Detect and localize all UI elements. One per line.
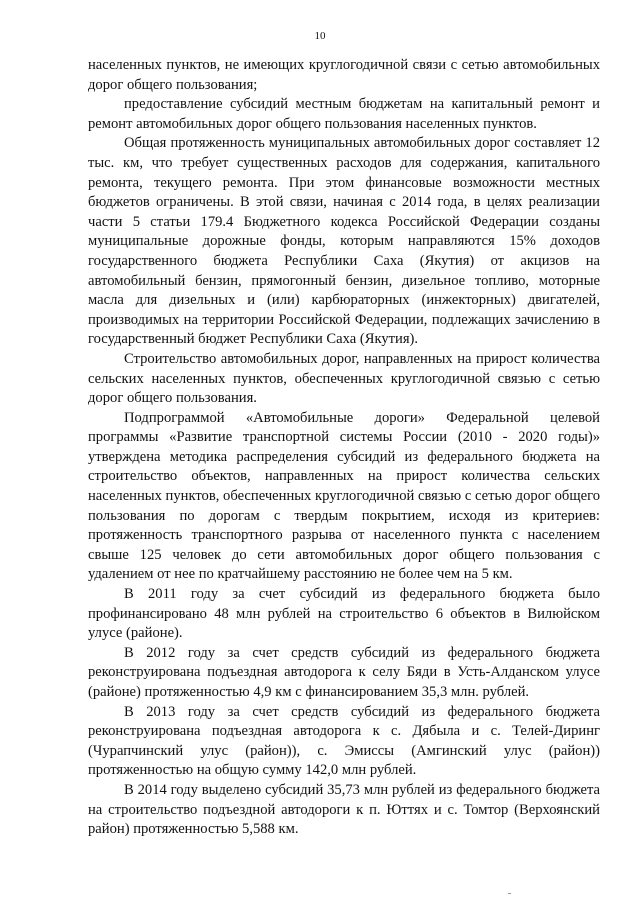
paragraph-municipal-roads: Общая протяженность муниципальных автомобильных дорог составляет 12 тыс. км, что требует существенных расходов для содержания, капитального ремонта, текущего ремонта. При этом финансовые возможности местных бюджетов ограничены. В этой связи, начиная с 2014 года, в целях реализации части 5 статьи 179.4 Бюджетного кодекса Российской Федерации созданы муниципальные дорожные фонды, которым направляются 15% доходов государственного бюджета Республики Саха (Якутия) от акцизов на автомобильный бензин, прямогонный бензин, дизельное топливо, моторные масла для дизельных и (или) карбюраторных (инжекторных) двигателей, производимых на территории Российской Федерации, подлежащих зачислению в государственный бюджет Республики Саха (Якутия). <box>88 135 600 348</box>
paragraph-subprogram: Подпрограммой «Автомобильные дороги» Федеральной целевой программы «Развитие транспортной системы России (2010 - 2020 годы)» утверждена методика распределения субсидий из федерального бюджета на строительство объектов, направленных на прирост количества сельских населенных пунктов, обеспеченных круглогодичной связью с сетью дорог общего пользования по дорогам с твердым покрытием, исходя из критериев: протяженность транспортного разрыва от населенного пункта с населением свыше 125 человек до сети автомобильных дорог общего пользования с удалением от нее по кратчайшему расстоянию не более чем на 5 км. <box>88 409 600 583</box>
paragraph-2014: В 2014 году выделено субсидий 35,73 млн рублей из федерального бюджета на строительство подъездной автодороги к п. Юттях и с. Томтор (Верхоянский район) протяженностью 5,588 км. <box>88 781 600 838</box>
scan-mark <box>508 893 511 894</box>
paragraph-2012: В 2012 году за счет средств субсидий из федерального бюджета реконструирована подъездная автодорога к селу Бяди в Усть-Алданском улусе (районе) протяженностью 4,9 км с финансированием 35,3 млн. рублей. <box>88 644 600 700</box>
paragraph-2011: В 2011 году за счет субсидий из федерального бюджета было профинансировано 48 млн рублей на строительство 6 объектов в Вилюйском улусе (районе). <box>88 586 600 642</box>
paragraph-2013: В 2013 году за счет средств субсидий из федерального бюджета реконструирована подъездная автодорога к с. Дябыла и с. Телей-Диринг (Чурапчинский улус (район)), с. Эмиссы (Амгинский улус (район)) протяженностью на общую сумму 142,0 млн рублей. <box>88 703 600 779</box>
paragraph-construction: Строительство автомобильных дорог, направленных на прирост количества сельских населенных пунктов, обеспеченных круглогодичной связью с сетью дорог общего пользования. <box>88 350 600 407</box>
paragraph-continuation: населенных пунктов, не имеющих круглогодичной связи с сетью автомобильных дорог общего пользования; <box>88 57 600 93</box>
page-number: 10 <box>314 30 326 42</box>
paragraph-subsidies-repair: предоставление субсидий местным бюджетам на капитальный ремонт и ремонт автомобильных дорог общего пользования населенных пунктов. <box>88 96 600 132</box>
body-text <box>88 56 600 840</box>
